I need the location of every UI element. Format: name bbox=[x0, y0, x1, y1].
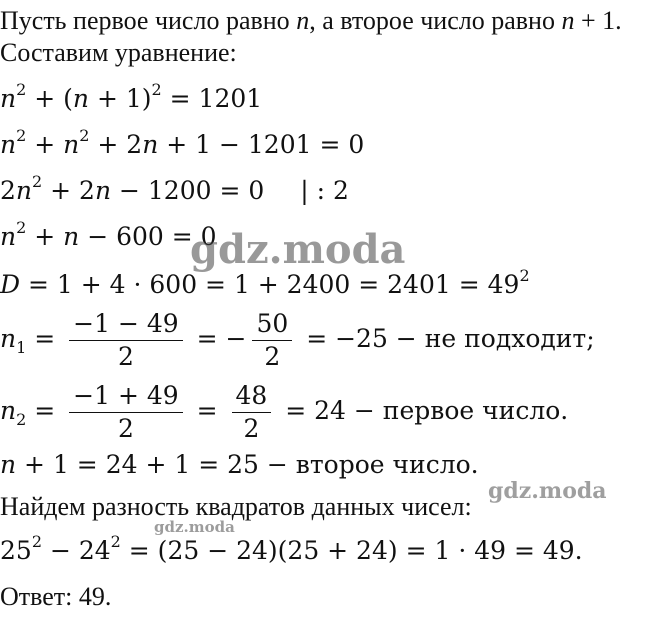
fraction-denominator: 2 bbox=[264, 342, 281, 371]
fraction bbox=[69, 382, 183, 443]
coefficient: 2 bbox=[0, 176, 16, 205]
eq-text: = 24 − первое число. bbox=[277, 396, 569, 425]
var-n: n bbox=[0, 450, 17, 479]
var-n: n bbox=[63, 130, 80, 159]
eq-text: + 1 = 24 + 1 = 25 − второе число. bbox=[16, 450, 479, 479]
intro-text-3: + 1. bbox=[574, 6, 622, 35]
eq-text: + ( bbox=[26, 84, 73, 113]
var-n: n bbox=[0, 84, 17, 113]
fraction-denominator: 2 bbox=[243, 414, 260, 443]
var-n: n bbox=[0, 130, 17, 159]
var-n: n bbox=[94, 176, 112, 205]
fraction-numerator: −1 + 49 bbox=[69, 382, 183, 413]
eq-text: = bbox=[26, 324, 64, 353]
eq-text: 25 bbox=[0, 536, 32, 565]
eq-text: + 1) bbox=[89, 84, 152, 113]
root-1-line bbox=[0, 310, 595, 371]
watermark-small: gdz.moda bbox=[154, 518, 235, 536]
eq-text: − 1200 = 0 bbox=[111, 176, 265, 205]
fraction bbox=[69, 310, 183, 371]
watermark-center: gdz.moda bbox=[190, 226, 406, 273]
difference-intro-line: Найдем разность квадратов данных чисел: bbox=[0, 492, 472, 521]
var-n: n bbox=[15, 176, 33, 205]
subscript: 2 bbox=[16, 410, 27, 429]
exponent: 2 bbox=[31, 532, 42, 551]
equation-3 bbox=[0, 172, 349, 206]
exponent: 2 bbox=[79, 126, 90, 145]
exponent: 2 bbox=[16, 126, 27, 145]
eq-text: − 600 = 0 bbox=[79, 222, 217, 251]
eq-text: = (25 − 24)(25 + 24) = 1 · 49 = 49. bbox=[120, 536, 583, 565]
var-n: n bbox=[142, 130, 159, 159]
eq-text: = −25 − не подходит; bbox=[298, 324, 595, 353]
var-n: n bbox=[72, 84, 90, 113]
fraction-numerator: −1 − 49 bbox=[69, 310, 183, 341]
equation-2 bbox=[0, 126, 365, 160]
equation-4 bbox=[0, 218, 217, 252]
discriminant-line bbox=[0, 266, 530, 300]
fraction-denominator: 2 bbox=[117, 414, 134, 443]
var-n: n bbox=[0, 222, 17, 251]
fraction bbox=[252, 310, 292, 371]
equation-1 bbox=[0, 80, 263, 114]
compose-equation-line: Составим уравнение: bbox=[0, 38, 237, 67]
watermark-right: gdz.moda bbox=[488, 478, 607, 504]
intro-line bbox=[0, 6, 622, 36]
fraction-denominator: 2 bbox=[117, 342, 134, 371]
eq-text: + bbox=[26, 222, 64, 251]
answer-line: Ответ: 49. bbox=[0, 582, 112, 611]
eq-text: = − bbox=[188, 324, 247, 353]
second-number-line bbox=[0, 450, 479, 480]
exponent: 2 bbox=[110, 532, 121, 551]
eq-text: − 24 bbox=[42, 536, 111, 565]
eq-text: = 1 + 4 · 600 = 1 + 2400 = 2401 = 49 bbox=[20, 270, 520, 299]
eq-text: + 2 bbox=[89, 130, 143, 159]
var-n: n bbox=[0, 396, 17, 425]
eq-text: = bbox=[188, 396, 226, 425]
fraction-numerator: 50 bbox=[252, 310, 292, 341]
exponent: 2 bbox=[151, 80, 162, 99]
eq-text: = 1201 bbox=[161, 84, 263, 113]
eq-text: + bbox=[26, 130, 64, 159]
var-n: n bbox=[296, 6, 310, 35]
intro-text-1: Пусть первое число равно bbox=[0, 6, 297, 35]
exponent: 2 bbox=[32, 172, 43, 191]
exponent: 2 bbox=[16, 80, 27, 99]
subscript: 1 bbox=[16, 338, 27, 357]
fraction bbox=[232, 382, 272, 443]
intro-text-2: , а второе число равно bbox=[309, 6, 562, 35]
var-d: D bbox=[0, 270, 21, 299]
divide-by-two-note: | : 2 bbox=[300, 176, 349, 205]
root-2-line bbox=[0, 382, 568, 443]
var-n: n bbox=[63, 222, 80, 251]
difference-equation bbox=[0, 532, 583, 566]
eq-text: + 2 bbox=[42, 176, 95, 205]
var-n: n bbox=[561, 6, 575, 35]
eq-text: + 1 − 1201 = 0 bbox=[158, 130, 365, 159]
fraction-numerator: 48 bbox=[232, 382, 272, 413]
var-n: n bbox=[0, 324, 17, 353]
eq-text: = bbox=[26, 396, 64, 425]
exponent: 2 bbox=[16, 218, 27, 237]
exponent: 2 bbox=[519, 266, 530, 285]
